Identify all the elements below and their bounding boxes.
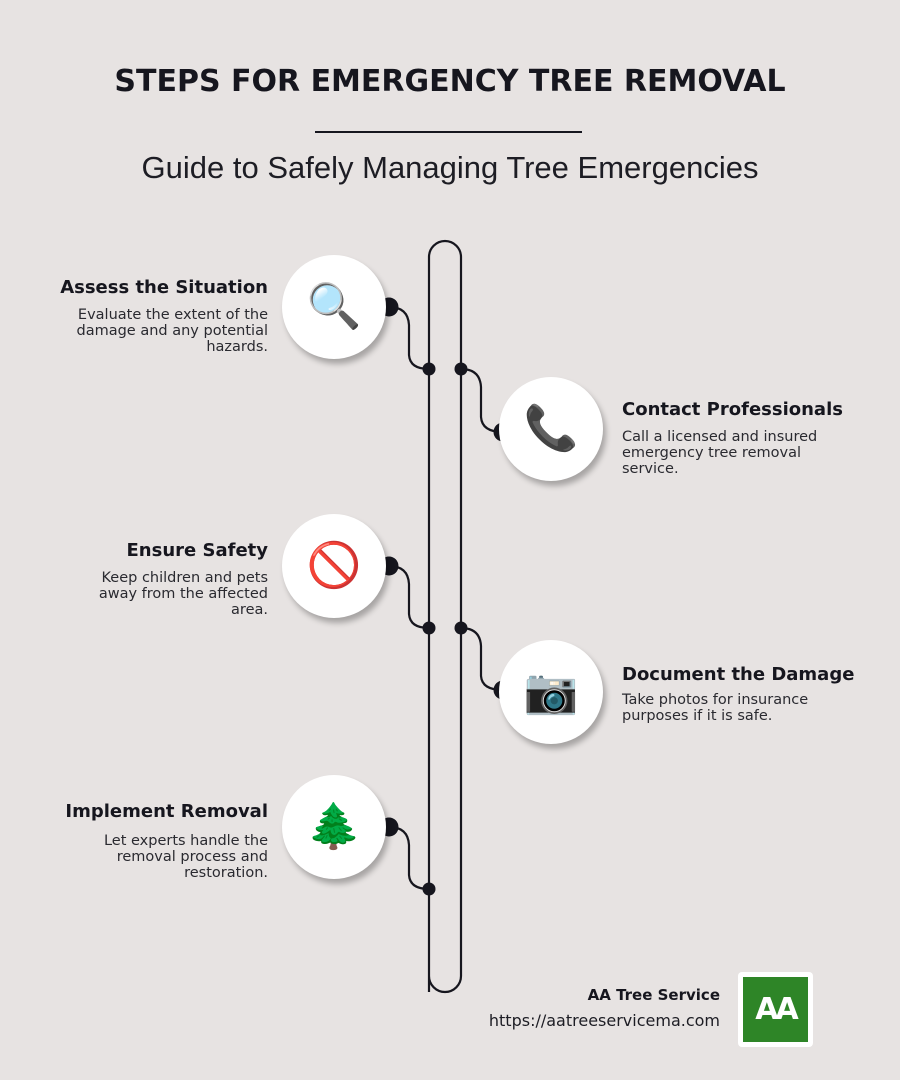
step-description: Keep children and pets away from the affected area. — [98, 570, 268, 618]
step-description: Evaluate the extent of the damage and any potential hazards. — [76, 307, 268, 355]
page-title: STEPS FOR EMERGENCY TREE REMOVAL — [114, 64, 786, 99]
prohibited-icon: 🚫 — [282, 514, 386, 618]
step-title: Assess the Situation — [60, 277, 268, 298]
company-url-link[interactable]: https://aatreeservicema.com — [488, 1011, 720, 1030]
page-subtitle: Guide to Safely Managing Tree Emergencies — [141, 150, 759, 185]
step-title: Ensure Safety — [126, 540, 268, 561]
step-description: Take photos for insurance purposes if it is safe. — [622, 692, 809, 724]
logo-mark: AA — [743, 977, 808, 1042]
step-description: Let experts handle the removal process and restoration. — [103, 833, 268, 881]
camera-icon: 📷 — [499, 640, 603, 744]
evergreen-tree-icon: 🌲 — [282, 775, 386, 879]
company-name: AA Tree Service — [587, 986, 720, 1004]
step-title: Implement Removal — [65, 801, 268, 822]
step-title: Contact Professionals — [622, 399, 843, 420]
telephone-icon: 📞 — [499, 377, 603, 481]
company-logo — [738, 972, 813, 1047]
step-description: Call a licensed and insured emergency tree removal service. — [622, 429, 818, 477]
step-title: Document the Damage — [622, 664, 855, 685]
magnifying-glass-icon: 🔍 — [282, 255, 386, 359]
